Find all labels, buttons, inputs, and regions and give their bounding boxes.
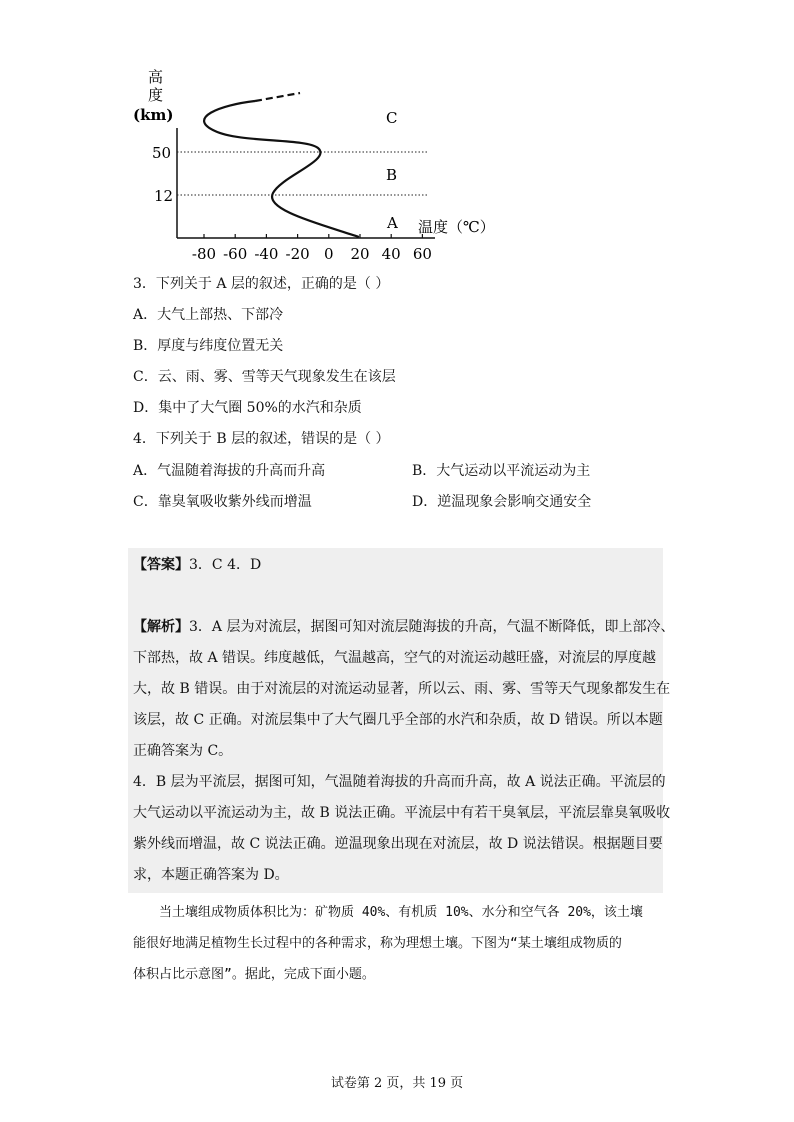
question-3-stem: 3．下列关于 A 层的叙述，正确的是（ ） bbox=[133, 276, 390, 292]
answer-line bbox=[133, 556, 261, 574]
y-tick-12: 12 bbox=[154, 187, 174, 205]
x-tick-label: -40 bbox=[254, 245, 279, 263]
layer-label-b: B bbox=[386, 166, 398, 184]
x-tick-label: 60 bbox=[412, 245, 432, 263]
analysis-block bbox=[133, 612, 675, 891]
y-axis-unit: (km) bbox=[133, 106, 174, 124]
analysis-line-5: 正确答案为 C。 bbox=[133, 743, 233, 759]
analysis-line-7: 大气运动以平流运动为主，故 B 说法正确。平流层中有若干臭氧层，平流层靠臭氧吸收 bbox=[133, 805, 671, 821]
atmosphere-temperature-chart bbox=[0, 0, 794, 270]
y-axis-label-2: 度 bbox=[148, 86, 164, 104]
question-4-stem: 4．下列关于 B 层的叙述，错误的是（ ） bbox=[133, 431, 390, 447]
temperature-curve-dashed bbox=[255, 93, 300, 101]
temperature-curve bbox=[204, 101, 359, 237]
question-3-option-a: A．大气上部热、下部冷 bbox=[133, 307, 284, 323]
answer-label: 【答案】 bbox=[133, 557, 189, 573]
question-3-option-b: B．厚度与纬度位置无关 bbox=[133, 338, 284, 354]
x-tick-label: -60 bbox=[223, 245, 248, 263]
question-3-option-d: D．集中了大气圈 50%的水汽和杂质 bbox=[133, 400, 362, 416]
x-tick-label: -80 bbox=[191, 245, 217, 263]
intro-paragraph bbox=[133, 897, 673, 990]
analysis-line-1: 3．A 层为对流层，据图可知对流层随海拔的升高，气温不断降低，即上部冷、 bbox=[189, 619, 675, 635]
x-tick-labels bbox=[192, 245, 432, 263]
layer-label-a: A bbox=[387, 214, 398, 232]
y-tick-50: 50 bbox=[152, 144, 172, 162]
intro-line-2: 能很好地满足植物生长过程中的各种需求，称为理想土壤。下图为“某土壤组成物质的 bbox=[133, 936, 622, 951]
page-footer: 试卷第 2 页，共 19 页 bbox=[330, 1076, 464, 1091]
answer-text: 3．C 4．D bbox=[189, 557, 262, 573]
intro-line-1: 当土壤组成物质体积比为：矿物质 40%、有机质 10%、水分和空气各 20%，该土壤 bbox=[159, 905, 643, 920]
question-4-option-a: A．气温随着海拔的升高而升高 bbox=[133, 463, 326, 479]
layer-label-c: C bbox=[386, 109, 398, 127]
x-tick-label: 20 bbox=[350, 245, 370, 263]
question-4-option-c: C．靠臭氧吸收紫外线而增温 bbox=[133, 494, 312, 510]
analysis-line-2: 下部热，故 A 错误。纬度越低，气温越高，空气的对流运动越旺盛，对流层的厚度越 bbox=[133, 650, 657, 666]
analysis-line-4: 该层，故 C 正确。对流层集中了大气圈几乎全部的水汽和杂质，故 D 错误。所以本题 bbox=[133, 712, 663, 728]
analysis-line-9: 求，本题正确答案为 D。 bbox=[133, 867, 289, 883]
x-axis-label: 温度（℃） bbox=[418, 218, 495, 236]
y-axis-label-1: 高 bbox=[148, 68, 164, 86]
question-3-option-c: C．云、雨、雾、雪等天气现象发生在该层 bbox=[133, 369, 396, 385]
analysis-label: 【解析】 bbox=[133, 619, 189, 635]
x-tick-label: 0 bbox=[324, 245, 334, 263]
analysis-line-8: 紫外线而增温，故 C 说法正确。逆温现象出现在对流层，故 D 说法错误。根据题目要 bbox=[133, 836, 663, 852]
question-4-option-b: B．大气运动以平流运动为主 bbox=[412, 463, 591, 479]
question-4-option-d: D．逆温现象会影响交通安全 bbox=[412, 494, 592, 510]
analysis-line-6: 4．B 层为平流层，据图可知，气温随着海拔的升高而升高，故 A 说法正确。平流层的 bbox=[133, 774, 666, 790]
x-tick-label: 40 bbox=[381, 245, 401, 263]
intro-line-3: 体积占比示意图”。据此，完成下面小题。 bbox=[133, 967, 375, 982]
x-tick-label: -20 bbox=[285, 245, 310, 263]
analysis-line-3: 大，故 B 错误。由于对流层的对流运动显著，所以云、雨、雾、雪等天气现象都发生在 bbox=[133, 681, 671, 697]
